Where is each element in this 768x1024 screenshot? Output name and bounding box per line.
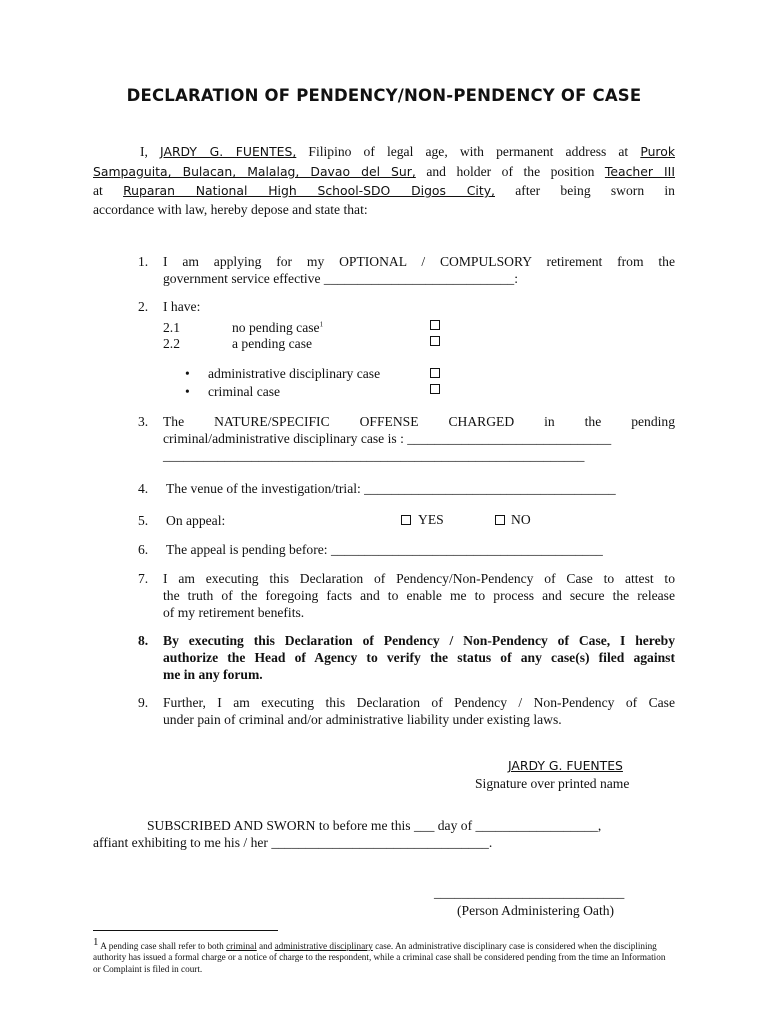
appeal-yes-checkbox[interactable] (401, 515, 411, 525)
document-title: DECLARATION OF PENDENCY/NON-PENDENCY OF CASE (126, 86, 642, 105)
subscribed-line-1[interactable]: SUBSCRIBED AND SWORN to before me this ___ day of __________________, (147, 818, 602, 833)
option-administrative-case: administrative disciplinary case (208, 366, 381, 381)
no-pending-case-checkbox[interactable] (430, 320, 440, 330)
venue-field[interactable]: The venue of the investigation/trial: _____________________________________ (166, 481, 616, 496)
position-value: Teacher III (604, 164, 675, 179)
oath-caption: (Person Administering Oath) (457, 903, 615, 918)
signature-caption: Signature over printed name (475, 776, 630, 791)
address-part-1: Purok (640, 144, 675, 159)
oath-signature-line[interactable]: ____________________________ (434, 885, 625, 900)
appeal-pending-field[interactable]: The appeal is pending before: ________________________________________ (166, 542, 603, 557)
document-page: DECLARATION OF PENDENCY/NON-PENDENCY OF CASE I, JARDY G. FUENTES, Filipino of legal age, with permanent address at Purok Sampaguita, Bulacan, Malalag, Davao del Sur, and holder of the position Teacher III at Ruparan National High School-SDO Digos City, after being sworn in accordance with law, hereby depose and state that: 1. I am applying for my OPTIONAL / COMPULSORY retirement from the government service effective ____________________________: 2. I have: 2.1 no pending case$^1$ 2.2 a pending case • administrative disciplinary case • criminal case 3. The NATURE/SPECIFIC OFFENSE CHARGED in the pending criminal/administrative disciplinary case is : ______________________________ ______________________________________________________________ 4. The venue of the investigation/trial: _____________________________________ 5. On appeal: YES NO 6. The appeal is pending before: ________________________________________ 7. I am executing this Declaration of Pendency/Non-Pendency of Case to attest to the truth of the foregoing facts and to enable me to process and secure the release of my retirement benefits. 8. By executing this Declaration of Pendency / Non-Pendency of Case, I hereby authorize the Head of Agency to verify the status of any case(s) filed against me in any forum. 9. Further, I am executing this Declaration of Pendency / Non-Pendency of Case under pain of criminal and/or administrative liability under existing laws. JARDY G. FUENTES Signature over printed name SUBSCRIBED AND SWORN to before me this ___ day of __________________, affiant exhibiting to me his / her ________________________________. ____________________________ (Person Administering Oath) $^1$ A pending case shall refer to both criminal and administrative disciplinary case. An administrative disciplinary case is considered when the disciplining authority has issued a formal charge or a notice of charge to the respondent, while a criminal case shall be considered pending from the time an Information or Complaint is filed in court. (0, 0, 768, 1024)
intro-line-1: I, JARDY G. FUENTES, Filipino of legal age, with permanent address at Purok (140, 144, 675, 159)
address-part-2: Sampaguita, Bulacan, Malalag, Davao del Sur, (93, 164, 416, 179)
intro-line-4: accordance with law, hereby depose and state that: (93, 202, 368, 217)
affiant-name: JARDY G. FUENTES, (160, 144, 297, 159)
option-no-pending-case: no pending case$^1$ (232, 320, 324, 335)
administrative-case-checkbox[interactable] (430, 368, 440, 378)
subscribed-line-2[interactable]: affiant exhibiting to me his / her ________________________________. (93, 835, 493, 850)
appeal-no-checkbox[interactable] (495, 515, 505, 525)
offense-field[interactable]: criminal/administrative disciplinary case is : ______________________________ (163, 431, 612, 446)
criminal-case-checkbox[interactable] (430, 384, 440, 394)
signature-name: JARDY G. FUENTES (508, 758, 623, 773)
intro-line-3: at Ruparan National High School-SDO Digos City, after being sworn in (93, 183, 675, 198)
option-pending-case: a pending case (232, 336, 313, 351)
school-value: Ruparan National High School-SDO Digos City, (123, 183, 495, 198)
pending-case-checkbox[interactable] (430, 336, 440, 346)
option-criminal-case: criminal case (208, 384, 281, 399)
footnote: $^1$ A pending case shall refer to both criminal and administrative disciplinary case. An administrative disciplinary case is considered when the disciplining authority has issued a formal charge or a notice of charge to the respondent, while a criminal case shall be considered pending from the time an Information or Complaint is filed in court. (93, 936, 666, 974)
footnote-divider (93, 930, 278, 931)
intro-line-2: Sampaguita, Bulacan, Malalag, Davao del Sur, and holder of the position Teacher III (93, 164, 675, 179)
